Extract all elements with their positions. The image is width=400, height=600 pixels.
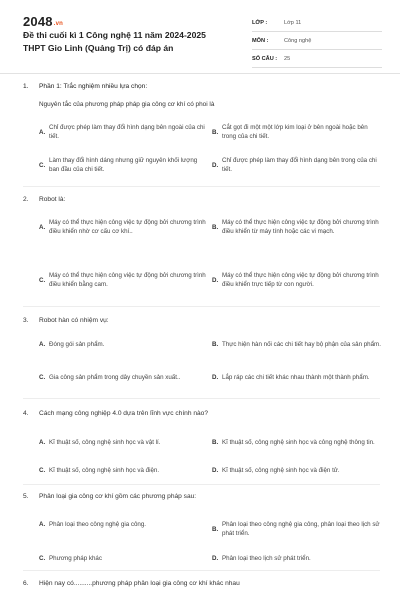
option-text: Thực hiện hàn nối các chi tiết hay bộ phận của sản phẩm. bbox=[222, 341, 381, 348]
meta-value: Công nghệ bbox=[284, 37, 312, 44]
option-d[interactable] bbox=[212, 554, 382, 563]
header-divider bbox=[0, 73, 400, 74]
option-text: Phân loại theo lịch sử phát triển. bbox=[222, 555, 311, 562]
question-number: 5. bbox=[23, 493, 29, 500]
option-letter: A. bbox=[39, 439, 46, 446]
question-number: 4. bbox=[23, 410, 29, 417]
question-text: Robot là: bbox=[39, 196, 66, 203]
question-4 bbox=[23, 410, 208, 417]
option-a[interactable] bbox=[39, 438, 209, 447]
option-a[interactable] bbox=[39, 123, 209, 141]
option-text: Phân loại theo công nghệ gia công, phân loại theo lịch sử phát triển. bbox=[222, 521, 380, 537]
option-letter: A. bbox=[39, 521, 46, 528]
option-text: Lắp ráp các chi tiết khác nhau thành một thành phẩm. bbox=[222, 374, 370, 381]
option-letter: D. bbox=[212, 555, 219, 562]
option-d[interactable] bbox=[212, 156, 382, 174]
option-text: Phương pháp khác bbox=[49, 555, 102, 562]
meta-label: LỚP : bbox=[252, 19, 268, 26]
option-a[interactable] bbox=[39, 218, 209, 236]
option-text: Phân loại theo công nghệ gia công. bbox=[49, 521, 147, 528]
option-b[interactable] bbox=[212, 340, 382, 349]
question-number: 6. bbox=[23, 580, 29, 587]
option-text: Chỉ được phép làm thay đổi hình dạng bên ngoài của chi tiết. bbox=[49, 124, 205, 140]
option-c[interactable] bbox=[39, 554, 209, 563]
question-text: Robot hàn có nhiệm vụ: bbox=[39, 317, 109, 324]
option-letter: A. bbox=[39, 223, 46, 231]
question-divider bbox=[23, 570, 380, 571]
part-heading bbox=[23, 83, 147, 90]
option-c[interactable] bbox=[39, 156, 209, 174]
option-letter: C. bbox=[39, 467, 46, 474]
meta-row-subject bbox=[252, 32, 382, 50]
question-5 bbox=[23, 493, 196, 500]
meta-label: MÔN : bbox=[252, 37, 269, 44]
question-text: Nguyên tắc của phương pháp pháp gia công cơ khí có phoi là bbox=[39, 101, 215, 108]
part-label: Phần 1: Trắc nghiệm nhiều lựa chọn: bbox=[39, 83, 148, 90]
option-text: Máy có thể thực hiện công việc tự động bởi chương trình điều khiển từ máy tính hoặc các vi mạch. bbox=[222, 219, 379, 235]
option-letter: D. bbox=[212, 161, 219, 169]
option-text: Cắt gọt đi một một lớp kim loại ở bên ngoài hoặc bên trong của chi tiết. bbox=[222, 124, 368, 140]
meta-label: SỐ CÂU : bbox=[252, 55, 278, 62]
option-letter: C. bbox=[39, 374, 46, 381]
option-letter: C. bbox=[39, 555, 46, 562]
option-letter: B. bbox=[212, 439, 219, 446]
option-text: Làm thay đổi hình dáng nhưng giữ nguyên khối lượng ban đầu của chi tiết. bbox=[49, 157, 198, 173]
option-text: Chỉ được phép làm thay đổi hình dạng bên trong của chi tiết. bbox=[222, 157, 377, 173]
question-6 bbox=[23, 580, 240, 587]
option-c[interactable] bbox=[39, 271, 209, 289]
option-d[interactable] bbox=[212, 466, 382, 475]
question-number: 3. bbox=[23, 317, 29, 324]
question-text: Hiện nay có..........phương pháp phân loại gia công cơ khí khác nhau bbox=[39, 580, 240, 587]
meta-value: Lớp 11 bbox=[284, 19, 302, 26]
option-d[interactable] bbox=[212, 373, 382, 382]
document-header bbox=[0, 0, 400, 70]
meta-value: 25 bbox=[284, 55, 291, 62]
option-text: Máy có thể thực hiện công việc tự động bởi chương trình điều khiển bằng cam. bbox=[49, 272, 206, 288]
option-letter: D. bbox=[212, 467, 219, 474]
question-divider bbox=[23, 186, 380, 187]
option-text: Kĩ thuật số, công nghệ sinh học và điện. bbox=[49, 467, 160, 474]
document-title: Đề thi cuối kì 1 Công nghệ 11 năm 2024-2025 THPT Gio Linh (Quảng Trị) có đáp án bbox=[23, 30, 206, 53]
question-divider bbox=[23, 398, 380, 399]
option-b[interactable] bbox=[212, 520, 382, 538]
question-2 bbox=[23, 196, 65, 203]
option-letter: B. bbox=[212, 128, 219, 136]
option-text: Máy có thể thực hiện công việc tự động bởi chương trình điều khiển trực tiếp từ con người. bbox=[222, 272, 379, 288]
option-letter: C. bbox=[39, 161, 46, 169]
option-a[interactable] bbox=[39, 340, 209, 349]
option-text: Đóng gói sản phẩm. bbox=[49, 341, 105, 348]
option-letter: A. bbox=[39, 341, 46, 348]
question-divider bbox=[23, 306, 380, 307]
option-c[interactable] bbox=[39, 466, 209, 475]
option-letter: C. bbox=[39, 276, 46, 284]
option-letter: A. bbox=[39, 128, 46, 136]
meta-row-grade bbox=[252, 14, 382, 32]
option-b[interactable] bbox=[212, 123, 382, 141]
logo-text: 2048 bbox=[23, 14, 53, 29]
option-a[interactable] bbox=[39, 520, 209, 529]
logo-suffix: .vn bbox=[53, 21, 64, 27]
exam-meta bbox=[252, 14, 382, 68]
option-c[interactable] bbox=[39, 373, 209, 382]
option-text: Gia công sản phẩm trong dây chuyền sản xuất.. bbox=[49, 374, 181, 381]
option-text: Kĩ thuật số, công nghệ sinh học và công nghệ thông tin. bbox=[222, 439, 375, 446]
question-number: 2. bbox=[23, 196, 29, 203]
option-text: Máy có thể thực hiện công việc tự động bởi chương trình điều khiển nhờ cơ cấu cơ khí.. bbox=[49, 219, 206, 235]
question-divider bbox=[23, 484, 380, 485]
option-d[interactable] bbox=[212, 271, 382, 289]
option-letter: D. bbox=[212, 374, 219, 381]
question-text: Cách mạng công nghiệp 4.0 dựa trên lĩnh vực chính nào? bbox=[39, 410, 209, 417]
option-letter: B. bbox=[212, 525, 219, 533]
part-number: 1. bbox=[23, 83, 29, 90]
site-logo[interactable] bbox=[23, 14, 63, 29]
question-3 bbox=[23, 317, 109, 324]
option-letter: D. bbox=[212, 276, 219, 284]
option-b[interactable] bbox=[212, 218, 382, 236]
option-text: Kĩ thuật số, công nghệ sinh học và điện tử. bbox=[222, 467, 340, 474]
meta-row-count bbox=[252, 50, 382, 68]
option-text: Kĩ thuật số, công nghệ sinh học và vật lí. bbox=[49, 439, 161, 446]
question-text: Phân loại gia công cơ khí gồm các phương pháp sau: bbox=[39, 493, 197, 500]
option-letter: B. bbox=[212, 223, 219, 231]
option-b[interactable] bbox=[212, 438, 382, 447]
option-letter: B. bbox=[212, 341, 219, 348]
